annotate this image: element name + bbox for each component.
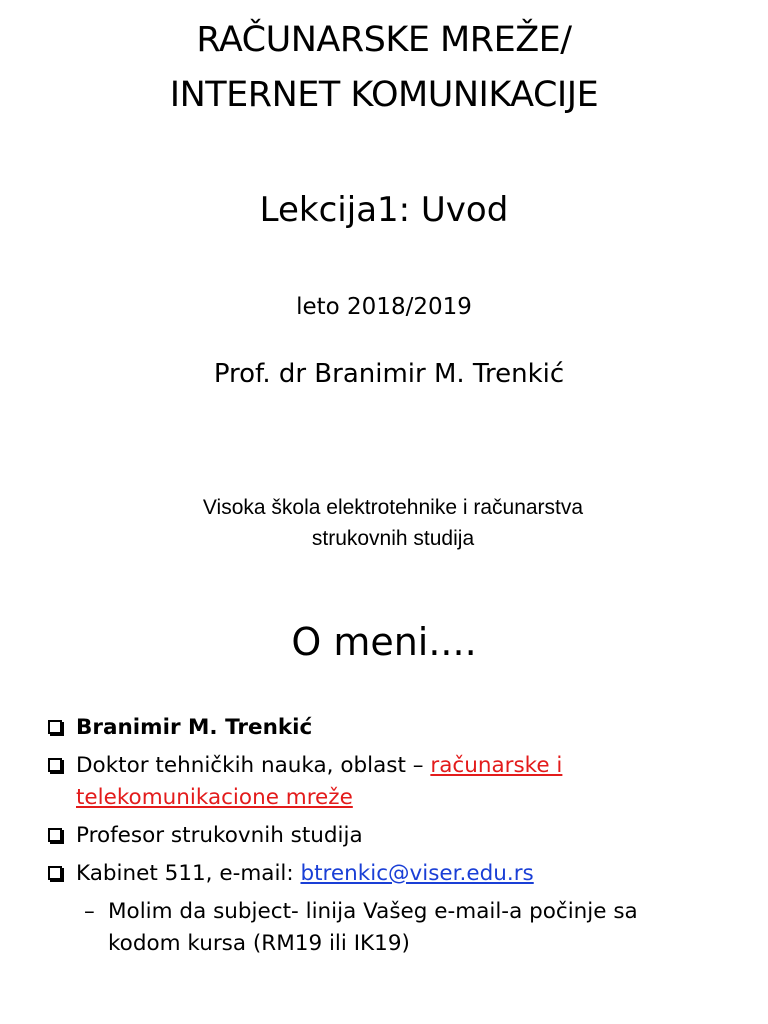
lesson-subtitle: Lekcija1: Uvod xyxy=(259,190,509,230)
author-name: Prof. dr Branimir M. Trenkić xyxy=(213,359,565,389)
dash-bullet: – xyxy=(84,899,95,924)
about-heading: O meni.... xyxy=(291,620,477,664)
school-line-1: Visoka škola elektrotehnike i računarstva xyxy=(202,496,584,519)
checkbox-bullet-icon xyxy=(48,866,62,880)
title-line-2: INTERNET KOMUNIKACIJE xyxy=(169,75,599,115)
field-link-part-2[interactable]: telekomunikacione mreže xyxy=(76,785,353,810)
email-link[interactable]: btrenkic@viser.edu.rs xyxy=(300,861,534,886)
sub-bullet xyxy=(46,896,746,960)
doctor-text: Doktor tehničkih nauka, oblast – xyxy=(76,753,431,778)
office-text: Kabinet 511, e-mail: xyxy=(76,861,301,886)
school-line-2: strukovnih studija xyxy=(311,527,475,550)
checkbox-bullet-icon xyxy=(48,720,62,734)
professor-text: Profesor strukovnih studija xyxy=(76,823,363,848)
bullet-professor xyxy=(46,820,746,852)
checkbox-bullet-icon xyxy=(48,828,62,842)
field-link-part-1[interactable]: računarske i xyxy=(430,753,563,778)
bullet-list xyxy=(46,712,746,960)
term-label: leto 2018/2019 xyxy=(296,294,472,320)
checkbox-bullet-icon xyxy=(48,758,62,772)
bullet-name-text: Branimir M. Trenkić xyxy=(76,715,313,740)
title-line-1: RAČUNARSKE MREŽE/ xyxy=(196,20,572,60)
sub-line-2: kodom kursa (RM19 ili IK19) xyxy=(108,931,410,956)
about-slide xyxy=(0,600,768,1024)
bullet-name xyxy=(46,712,746,744)
bullet-office xyxy=(46,858,746,890)
bullet-doctor xyxy=(46,750,746,814)
sub-line-1: Molim da subject- linija Vašeg e-mail-a počinje sa xyxy=(108,899,638,924)
